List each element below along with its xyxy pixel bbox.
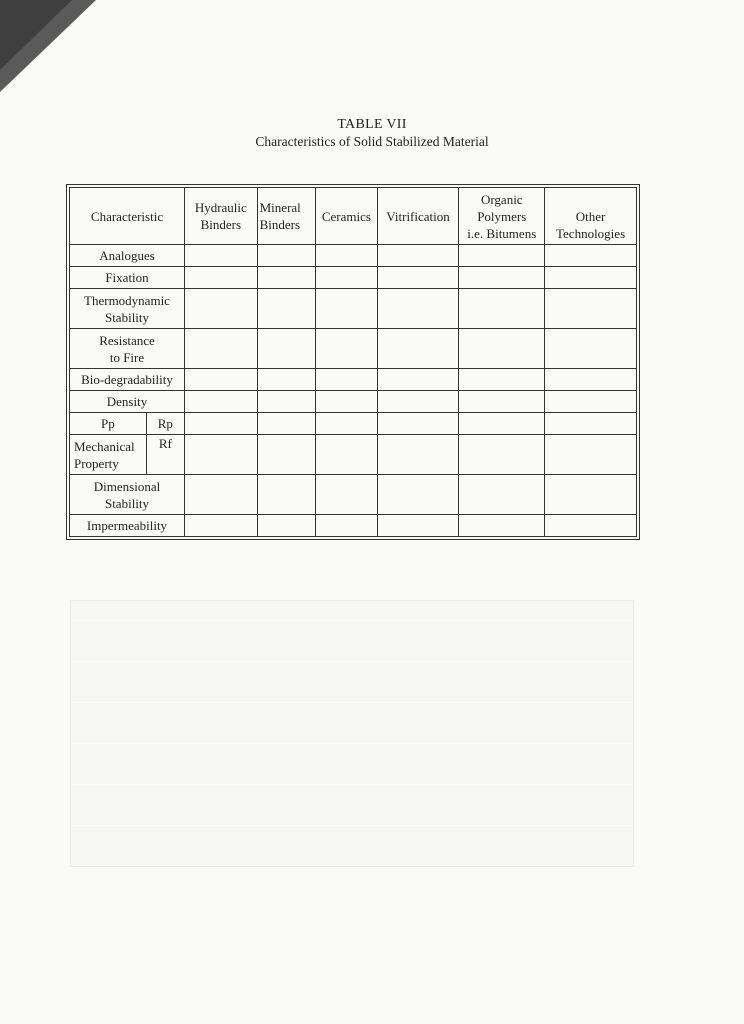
cell-empty [185,245,258,267]
cell-empty [316,515,378,537]
row-label-pp: Pp [70,413,147,435]
cell-empty [185,289,258,329]
row-label-rf: Rf [146,435,184,475]
cell-empty [545,267,637,289]
cell-empty [459,245,545,267]
cell-empty [257,515,316,537]
header-characteristic: Characteristic [70,188,185,245]
table-row [70,245,637,267]
row-label-rp: Rp [146,413,184,435]
cell-empty [316,329,378,369]
cell-empty [459,515,545,537]
table-row [70,329,637,369]
cell-empty [545,435,637,475]
cell-empty [377,475,459,515]
cell-empty [545,391,637,413]
cell-empty [545,475,637,515]
cell-empty [377,515,459,537]
cell-empty [316,289,378,329]
table-row [70,413,637,435]
table-row [70,369,637,391]
cell-empty [459,475,545,515]
cell-empty [545,329,637,369]
table-title: TABLE VII [337,117,407,132]
row-label-bio-degradability: Bio-degradability [70,369,185,391]
characteristics-table [69,187,637,537]
cell-empty [377,369,459,391]
cell-empty [377,267,459,289]
cell-empty [185,369,258,391]
cell-empty [377,435,459,475]
cell-empty [257,413,316,435]
cell-empty [545,413,637,435]
cell-empty [316,413,378,435]
bleed-through-table [70,600,634,867]
cell-empty [459,267,545,289]
cell-empty [459,413,545,435]
row-label-analogues: Analogues [70,245,185,267]
cell-empty [185,329,258,369]
cell-empty [459,391,545,413]
cell-empty [377,245,459,267]
cell-empty [185,391,258,413]
row-label-density: Density [70,391,185,413]
header-ceramics: Ceramics [316,188,378,245]
cell-empty [545,515,637,537]
row-label-resistance-to-fire: Resistance to Fire [70,329,185,369]
header-hydraulic-binders: Hydraulic Binders [185,188,258,245]
table-row [70,267,637,289]
row-label-thermodynamic-stability: Thermodynamic Stability [70,289,185,329]
cell-empty [377,329,459,369]
cell-empty [316,369,378,391]
cell-empty [257,435,316,475]
table-subtitle: Characteristics of Solid Stabilized Material [255,134,489,149]
cell-empty [316,267,378,289]
table-row [70,515,637,537]
cell-empty [185,267,258,289]
cell-empty [459,369,545,391]
cell-empty [545,289,637,329]
header-organic-polymers: Organic Polymers i.e. Bitumens [459,188,545,245]
header-other-technologies: Other Technologies [545,188,637,245]
cell-empty [257,245,316,267]
cell-empty [377,391,459,413]
cell-empty [459,435,545,475]
cell-empty [257,329,316,369]
table-row [70,289,637,329]
cell-empty [185,413,258,435]
page-fold-shadow [0,0,72,70]
header-mineral-binders: Mineral Binders [257,188,316,245]
cell-empty [316,475,378,515]
header-vitrification: Vitrification [377,188,459,245]
cell-empty [257,289,316,329]
cell-empty [377,289,459,329]
table-row [70,475,637,515]
cell-empty [185,515,258,537]
row-label-fixation: Fixation [70,267,185,289]
cell-empty [316,391,378,413]
cell-empty [545,369,637,391]
characteristics-table-frame [66,184,640,540]
cell-empty [459,289,545,329]
table-row [70,391,637,413]
cell-empty [377,413,459,435]
cell-empty [316,435,378,475]
cell-empty [545,245,637,267]
cell-empty [185,435,258,475]
header-row [70,188,637,245]
row-label-impermeability: Impermeability [70,515,185,537]
cell-empty [257,267,316,289]
row-label-mechanical-property: Mechanical Property [70,435,147,475]
table-row [70,435,637,475]
cell-empty [257,369,316,391]
row-label-dimensional-stability: Dimensional Stability [70,475,185,515]
cell-empty [257,391,316,413]
cell-empty [459,329,545,369]
cell-empty [257,475,316,515]
cell-empty [316,245,378,267]
cell-empty [185,475,258,515]
